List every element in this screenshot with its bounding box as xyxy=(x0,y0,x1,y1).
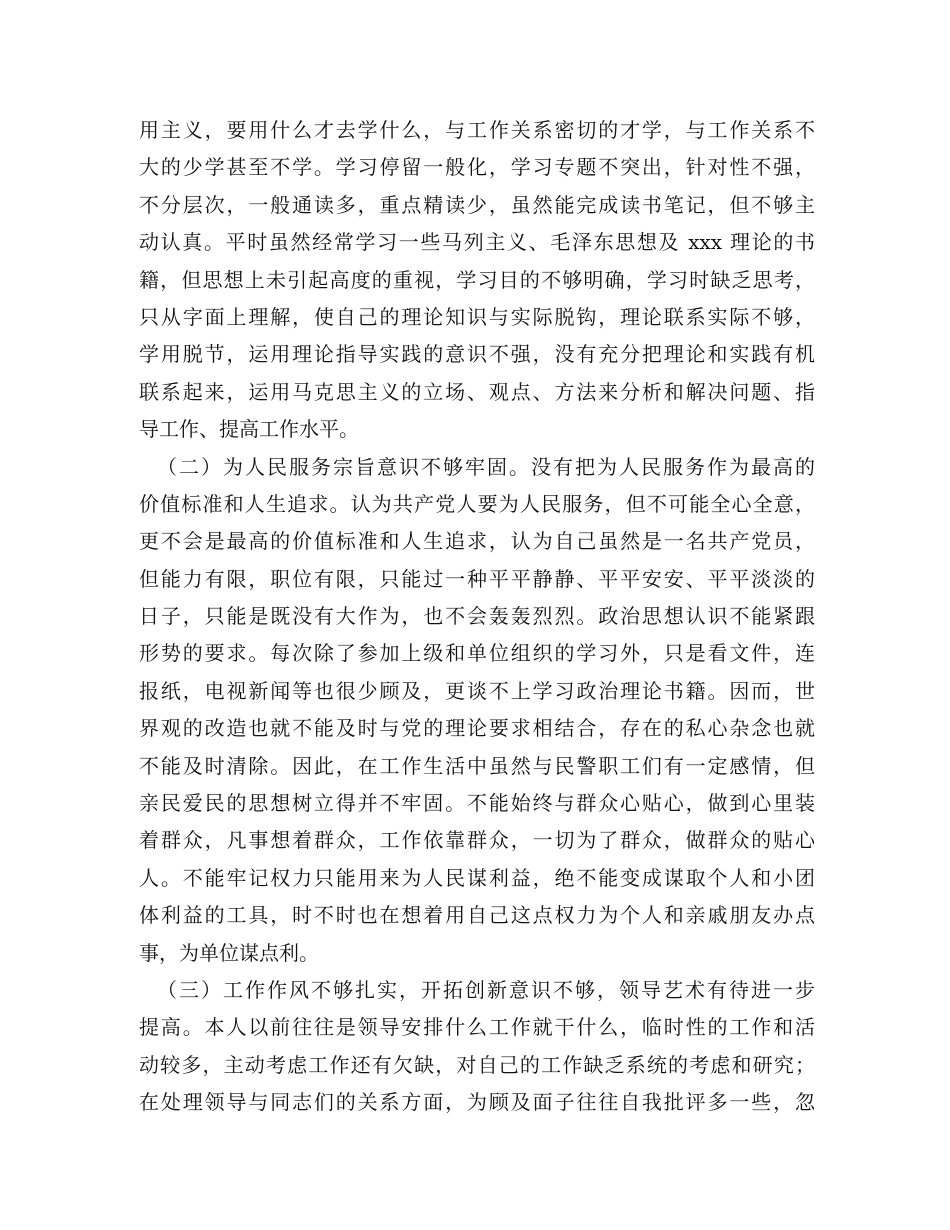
text-line: 不分层次，一般通读多，重点精读少，虽然能完成读书笔记，但不够主 xyxy=(139,192,815,217)
paragraph-1-continued xyxy=(139,112,815,449)
text-line: 亲民爱民的思想树立得并不牢固。不能始终与群众心贴心，做到心里装 xyxy=(139,791,815,816)
text-line: （二）为人民服务宗旨意识不够牢固。没有把为人民服务作为最高的 xyxy=(157,454,815,479)
text-line: 不能及时清除。因此，在工作生活中虽然与民警职工们有一定感情，但 xyxy=(139,753,815,778)
text-line: 着群众，凡事想着群众，工作依靠群众，一切为了群众，做群众的贴心 xyxy=(139,828,815,853)
paragraph-2 xyxy=(157,449,815,486)
text-line: 形势的要求。每次除了参加上级和单位组织的学习外，只是看文件，连 xyxy=(139,641,815,666)
text-line: 只从字面上理解，使自己的理论知识与实际脱钩，理论联系实际不够， xyxy=(139,304,815,329)
paragraph-3-body xyxy=(139,1009,815,1121)
text-line: 更不会是最高的价值标准和人生追求，认为自己虽然是一名共产党员， xyxy=(139,529,815,554)
text-line: 导工作、提高工作水平。 xyxy=(139,417,359,442)
text-line: 用主义，要用什么才去学什么，与工作关系密切的才学，与工作关系不 xyxy=(139,118,815,142)
paragraph-2-body xyxy=(139,486,815,972)
text-line: 在处理领导与同志们的关系方面，为顾及面子往往自我批评多一些，忽 xyxy=(139,1090,815,1115)
document-body xyxy=(139,112,815,1122)
text-line: 籍，但思想上未引起高度的重视，学习目的不够明确，学习时缺乏思考， xyxy=(139,267,815,292)
text-line: 价值标准和人生追求。认为共产党人要为人民服务，但不可能全心全意， xyxy=(139,491,815,516)
text-line: 事，为单位谋点利。 xyxy=(139,940,319,965)
text-line: 提高。本人以前往往是领导安排什么工作就干什么，临时性的工作和活 xyxy=(139,1015,815,1040)
text-line: 学用脱节，运用理论指导实践的意识不强，没有充分把理论和实践有机 xyxy=(139,342,815,367)
text-line: 界观的改造也就不能及时与党的理论要求相结合，存在的私心杂念也就 xyxy=(139,716,815,741)
text-line: 但能力有限，职位有限，只能过一种平平静静、平平安安、平平淡淡的 xyxy=(139,566,815,591)
text-line: 报纸，电视新闻等也很少顾及，更谈不上学习政治理论书籍。因而，世 xyxy=(139,678,815,703)
text-line: 体利益的工具，时不时也在想着用自己这点权力为个人和亲戚朋友办点 xyxy=(139,903,815,928)
paragraph-3 xyxy=(157,972,815,1009)
text-line: 联系起来，运用马克思主义的立场、观点、方法来分析和解决问题、指 xyxy=(139,379,815,404)
text-line: 日子，只能是既没有大作为，也不会轰轰烈烈。政治思想认识不能紧跟 xyxy=(139,604,815,629)
text-line: 动较多，主动考虑工作还有欠缺，对自己的工作缺乏系统的考虑和研究； xyxy=(139,1052,815,1077)
text-line: 动认真。平时虽然经常学习一些马列主义、毛泽东思想及 xxx 理论的书 xyxy=(139,230,815,255)
text-line: 大的少学甚至不学。学习停留一般化，学习专题不突出，针对性不强， xyxy=(139,155,815,180)
text-line: （三）工作作风不够扎实，开拓创新意识不够，领导艺术有待进一步 xyxy=(157,977,815,1002)
text-line: 人。不能牢记权力只能用来为人民谋利益，绝不能变成谋取个人和小团 xyxy=(139,865,815,890)
